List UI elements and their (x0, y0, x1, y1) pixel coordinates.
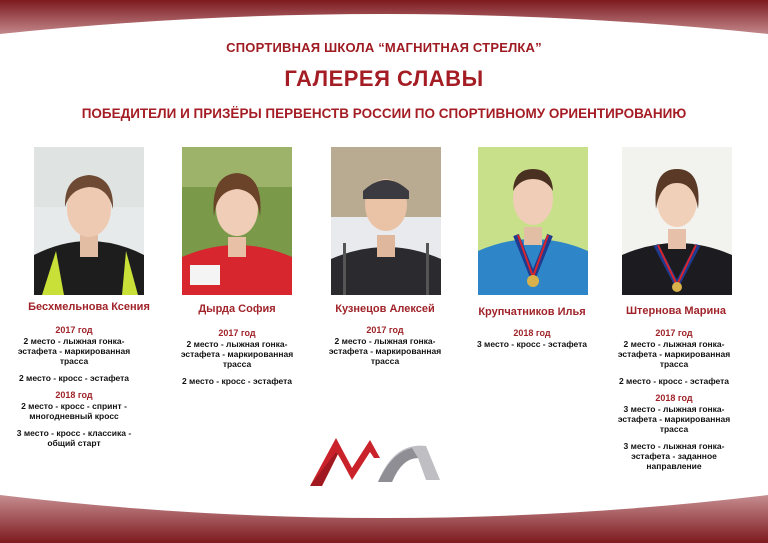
year-label: 2017 год (655, 328, 693, 338)
result-item: 2 место - кросс - спринт - многодневный кросс (21, 401, 127, 421)
year-label: 2018 год (655, 393, 693, 403)
athlete-photo-1 (34, 147, 144, 295)
year-label: 2018 год (513, 328, 551, 338)
school-name: СПОРТИВНАЯ ШКОЛА “МАГНИТНАЯ СТРЕЛКА” (226, 40, 542, 55)
athlete-name: Кузнецов Алексей (335, 303, 435, 315)
athlete-results (10, 325, 138, 455)
athlete-photo-5 (622, 147, 732, 295)
athlete-photo-4 (478, 147, 588, 295)
year-label: 2018 год (55, 390, 93, 400)
athlete-name: Крупчатников Илья (478, 306, 586, 318)
result-item: 3 место - лыжная гонка-эстафета - заданное направление (623, 441, 725, 471)
result-item: 2 место - лыжная гонка-эстафета - маркированная трасса (180, 339, 294, 369)
result-item: 2 место - лыжная гонка-эстафета - маркированная трасса (17, 336, 131, 366)
result-item: 2 место - кросс - эстафета (618, 376, 730, 386)
result-item: 2 место - лыжная гонка-эстафета - маркированная трасса (328, 336, 442, 366)
athlete-photo-3 (331, 147, 441, 295)
page-title: ГАЛЕРЕЯ СЛАВЫ (284, 66, 484, 91)
athlete-photo-2 (182, 147, 292, 295)
result-item: 3 место - кросс - классика - общий старт (16, 428, 132, 448)
result-item: 2 место - кросс - эстафета (181, 376, 293, 386)
year-label: 2017 год (55, 325, 93, 335)
result-item: 3 место - кросс - эстафета (476, 339, 588, 349)
result-item: 3 место - лыжная гонка-эстафета - маркированная трасса (617, 404, 731, 434)
page-subtitle: ПОБЕДИТЕЛИ И ПРИЗЁРЫ ПЕРВЕНСТВ РОССИИ ПО СПОРТИВНОМУ ОРИЕНТИРОВАНИЮ (81, 106, 687, 121)
athlete-results (321, 325, 449, 373)
athlete-name: Дырда София (198, 303, 276, 315)
athlete-name: Бесхмельнова Ксения (28, 301, 150, 313)
year-label: 2017 год (218, 328, 256, 338)
result-item: 2 место - кросс - эстафета (18, 373, 130, 383)
athlete-name: Штернова Марина (625, 305, 727, 317)
result-item: 2 место - лыжная гонка-эстафета - маркированная трасса (617, 339, 731, 369)
athlete-results (468, 328, 596, 356)
ms-logo-icon (308, 428, 444, 494)
year-label: 2017 год (366, 325, 404, 335)
athlete-results (173, 328, 301, 393)
athlete-results (610, 328, 738, 478)
